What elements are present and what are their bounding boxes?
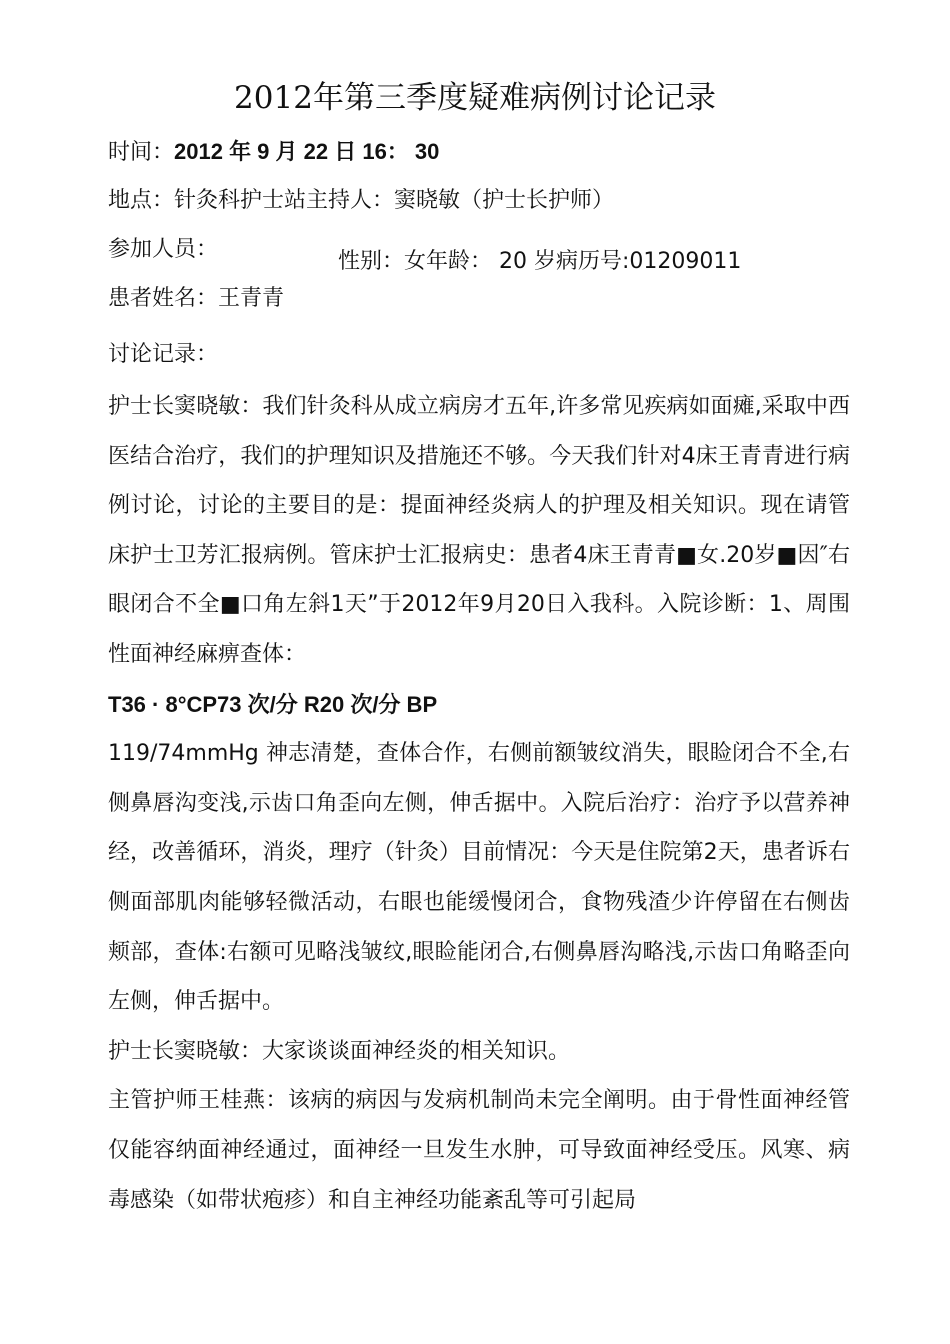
discussion-body <box>108 382 850 1225</box>
paragraph-supervisor-nurse: 主管护师王桂燕：该病的病因与发病机制尚未完全阐明。由于骨性面神经管仅能容纳面神经通过，面神经一旦发生水肿，可导致面神经受压。风寒、病毒感染（如带状疱疹）和自主神经功能紊乱等可引起局 <box>108 1088 850 1213</box>
patient-info: 性别：女年龄： 20 岁病历号:01209011 <box>338 249 742 274</box>
participants-label: 参加人员： <box>108 237 219 262</box>
document-title: 2012年第三季度疑难病例讨论记录 <box>234 80 716 116</box>
paragraph-head-nurse-intro: 护士长窦晓敏：我们针灸科从成立病房才五年,许多常见疾病如面瘫,采取中西医结合治疗，我们的护理知识及措施还不够。今天我们针对4床王青青进行病例讨论，讨论的主要目的是：提面神经炎病人的护理及相关知识。现在请管床护士卫芳汇报病例。管床护士汇报病史：患者4床王青青■女.20岁■因″右眼闭合不全■口角左斜1天”于2012年9月20日入我科。入院诊断：1、周围性面神经麻痹查体： <box>108 394 850 667</box>
meeting-location-host: 地点：针灸科护士站主持人：窦晓敏（护士长护师） <box>108 188 615 213</box>
patient-name: 患者姓名：王青青 <box>108 286 285 311</box>
time-value: 2012 年 9 月 22 日 16： 30 <box>174 139 440 164</box>
meeting-time <box>108 137 439 168</box>
discussion-label: 讨论记录： <box>108 342 219 367</box>
time-label: 时间： <box>108 140 175 165</box>
paragraph-vitals: T36 · 8°CP73 次/分 R20 次/分 BP <box>108 691 438 717</box>
paragraph-head-nurse-prompt: 护士长窦晓敏：大家谈谈面神经炎的相关知识。 <box>108 1038 571 1064</box>
paragraph-exam-treatment: 119/74mmHg 神志清楚，查体合作，右侧前额皱纹消失，眼睑闭合不全,右侧鼻唇沟变浅,示齿口角歪向左侧，伸舌据中。入院后治疗：治疗予以营养神经，改善循环，消炎，理疗（针灸）目前情况：今天是住院第2天，患者诉右侧面部肌肉能够轻微活动，右眼也能缓慢闭合，食物残渣少许停留在右侧齿颊部，查体:右额可见略浅皱纹,眼睑能闭合,右侧鼻唇沟略浅,示齿口角略歪向左侧，伸舌据中。 <box>108 741 850 1015</box>
